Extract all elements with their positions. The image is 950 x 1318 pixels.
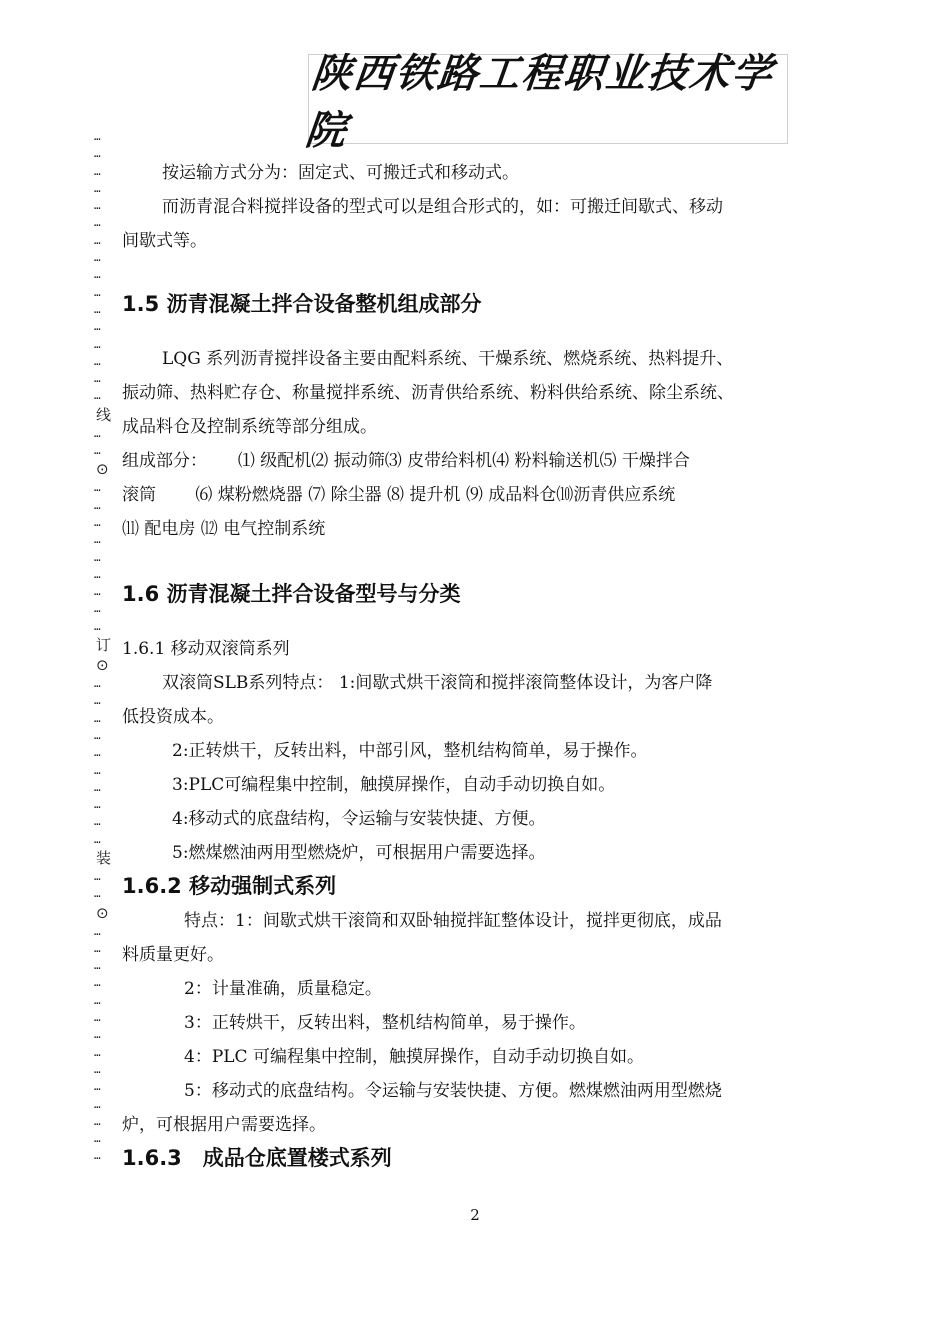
binding-dots: … — [94, 164, 101, 178]
binding-dots: … — [94, 498, 101, 512]
binding-mark: ⊙ — [96, 656, 109, 675]
paragraph: 料质量更好。 — [122, 945, 224, 965]
binding-dots: … — [94, 199, 101, 213]
paragraph: 按运输方式分为：固定式、可搬迁式和移动式。 — [162, 163, 519, 183]
binding-dots: … — [94, 780, 101, 794]
binding-dots: … — [94, 924, 101, 938]
paragraph: 间歇式等。 — [122, 231, 207, 251]
binding-dots: … — [94, 567, 101, 581]
binding-dots: … — [94, 1045, 101, 1059]
binding-dots: … — [94, 1132, 101, 1146]
paragraph: 4:移动式的底盘结构，令运输与安装快捷、方便。 — [172, 809, 546, 829]
binding-dots: … — [94, 550, 101, 564]
binding-dots: … — [94, 1080, 101, 1094]
binding-dots: … — [94, 216, 101, 230]
paragraph: 3：正转烘干，反转出料，整机结构简单，易于操作。 — [184, 1013, 586, 1033]
subsection-heading: 1.6.1 移动双滚筒系列 — [122, 639, 290, 659]
paragraph: ⑾ 配电房 ⑿ 电气控制系统 — [122, 519, 326, 539]
binding-dots: … — [94, 976, 101, 990]
binding-dots: … — [94, 130, 101, 143]
paragraph: 5:燃煤燃油两用型燃烧炉，可根据用户需要选择。 — [172, 843, 546, 863]
paragraph: 成品料仓及控制系统等部分组成。 — [122, 417, 377, 437]
binding-dots: … — [94, 285, 101, 299]
binding-dots: … — [94, 389, 101, 403]
binding-dots: … — [94, 337, 101, 351]
binding-dots: … — [94, 832, 101, 846]
binding-dots: … — [94, 481, 101, 495]
binding-dots: … — [94, 1149, 101, 1163]
paragraph: 特点：1：间歇式烘干滚筒和双卧轴搅拌缸整体设计，搅拌更彻底，成品 — [184, 911, 722, 931]
binding-margin — [94, 128, 114, 1203]
binding-dots: … — [94, 746, 101, 760]
binding-dots: … — [94, 694, 101, 708]
binding-mark: 装 — [96, 848, 112, 867]
binding-mark: 订 — [96, 636, 112, 655]
binding-dots: … — [94, 677, 101, 691]
subsection-heading: 1.6.3 成品仓底置楼式系列 — [122, 1146, 392, 1170]
binding-dots: … — [94, 515, 101, 529]
paragraph: 2：计量准确，质量稳定。 — [184, 979, 382, 999]
binding-dots: … — [94, 354, 101, 368]
paragraph: 5：移动式的底盘结构。令运输与安装快捷、方便。燃煤燃油两用型燃烧 — [184, 1081, 722, 1101]
binding-dots: … — [94, 869, 101, 883]
binding-mark: ⊙ — [96, 903, 109, 922]
binding-dots: … — [94, 268, 101, 282]
binding-dots: … — [94, 763, 101, 777]
binding-dots: … — [94, 887, 101, 901]
binding-dots: … — [94, 1028, 101, 1042]
binding-dots: … — [94, 147, 101, 161]
paragraph: 低投资成本。 — [122, 707, 224, 727]
paragraph: 炉，可根据用户需要选择。 — [122, 1115, 326, 1135]
binding-dots: … — [94, 1114, 101, 1128]
page-number: 2 — [470, 1206, 480, 1224]
section-heading: 1.6 沥青混凝土拌合设备型号与分类 — [122, 582, 461, 606]
paragraph: 而沥青混合料搅拌设备的型式可以是组合形式的，如：可搬迁间歇式、移动 — [162, 197, 723, 217]
binding-dots: … — [94, 1062, 101, 1076]
binding-dots: … — [94, 251, 101, 265]
section-heading: 1.5 沥青混凝土拌合设备整机组成部分 — [122, 292, 482, 316]
subsection-heading: 1.6.2 移动强制式系列 — [122, 874, 337, 898]
paragraph: 组成部分： ⑴ 级配机⑵ 振动筛⑶ 皮带给料机⑷ 粉料输送机⑸ 干燥拌合 — [122, 451, 690, 471]
binding-dots: … — [94, 1011, 101, 1025]
binding-dots: … — [94, 233, 101, 247]
binding-dots: … — [94, 941, 101, 955]
binding-dots: … — [94, 798, 101, 812]
paragraph: 4：PLC 可编程集中控制，触摸屏操作，自动手动切换自如。 — [184, 1047, 644, 1067]
binding-mark: 线 — [96, 405, 112, 424]
school-logo-text: 陕西铁路工程职业技术学院 — [303, 50, 777, 154]
binding-dots: … — [94, 959, 101, 973]
paragraph: 3:PLC可编程集中控制，触摸屏操作，自动手动切换自如。 — [172, 775, 616, 795]
binding-dots: … — [94, 993, 101, 1007]
binding-dots: … — [94, 1097, 101, 1111]
binding-dots: … — [94, 426, 101, 440]
binding-dots: … — [94, 320, 101, 334]
binding-dots: … — [94, 602, 101, 616]
binding-dots: … — [94, 533, 101, 547]
paragraph: 2:正转烘干，反转出料，中部引风，整机结构简单，易于操作。 — [172, 741, 648, 761]
binding-dots: … — [94, 585, 101, 599]
binding-dots: … — [94, 711, 101, 725]
binding-dots: … — [94, 444, 101, 458]
paragraph: 滚筒 ⑹ 煤粉燃烧器 ⑺ 除尘器 ⑻ 提升机 ⑼ 成品料仓⑽沥青供应系统 — [122, 485, 676, 505]
binding-dots: … — [94, 372, 101, 386]
binding-dots: … — [94, 728, 101, 742]
binding-dots: … — [94, 619, 101, 633]
binding-dots: … — [94, 302, 101, 316]
binding-dots: … — [94, 815, 101, 829]
binding-mark: ⊙ — [96, 460, 109, 479]
paragraph: 双滚筒SLB系列特点： 1:间歇式烘干滚筒和搅拌滚筒整体设计，为客户降 — [162, 673, 713, 693]
school-logo — [303, 50, 788, 154]
binding-dots: … — [94, 181, 101, 195]
paragraph: LQG 系列沥青搅拌设备主要由配料系统、干燥系统、燃烧系统、热料提升、 — [162, 349, 734, 369]
paragraph: 振动筛、热料贮存仓、称量搅拌系统、沥青供给系统、粉料供给系统、除尘系统、 — [122, 383, 734, 403]
